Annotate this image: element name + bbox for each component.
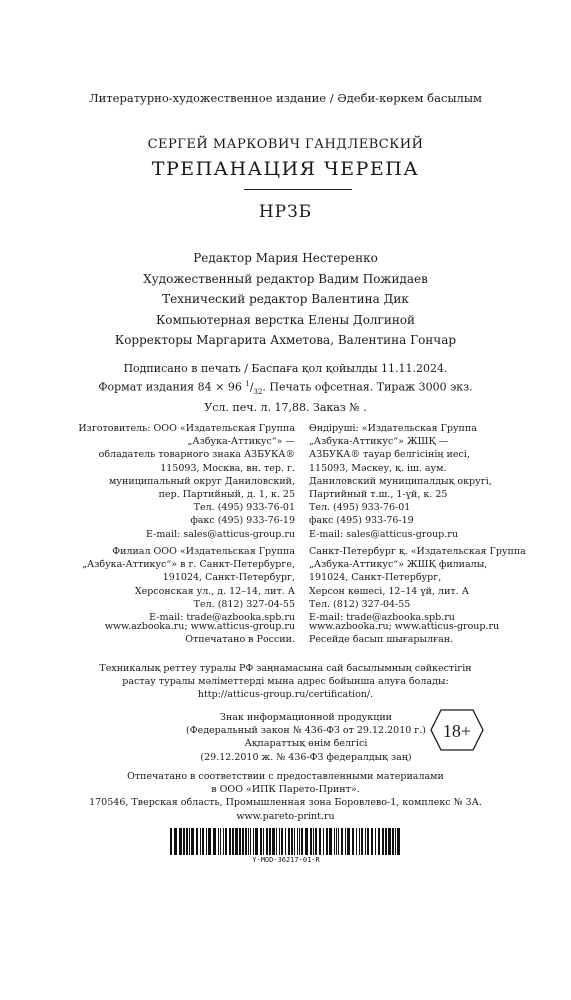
barcode-bar	[341, 828, 343, 855]
barcode-bar	[347, 828, 350, 855]
barcode-bar	[255, 828, 258, 855]
barcode-bar	[367, 828, 369, 855]
age-rating-badge	[429, 708, 485, 752]
age-rating-text: 18+	[442, 721, 472, 741]
manufacturer-ru	[78, 422, 295, 541]
staff-line: Компьютерная верстка Елены Долгиной	[155, 312, 416, 327]
manufacturer-kz-line: 115093, Мәскеу, қ. іш. аум.	[309, 462, 447, 474]
barcode-bar	[352, 828, 354, 855]
manufacturer-ru-line: „Азбука-Аттикус“» —	[187, 436, 295, 448]
barcode-bar	[291, 828, 293, 855]
manufacturer-kz-line: факс (495) 933-76-19	[309, 515, 414, 527]
barcode-bar	[299, 828, 300, 855]
barcode-bar	[294, 828, 295, 855]
barcode-bar	[266, 828, 268, 855]
manufacturer-kz	[309, 422, 492, 541]
barcode-bar	[179, 828, 182, 855]
web-ru-line: www.azbooka.ru; www.atticus-group.ru	[104, 621, 295, 632]
manufacturer-kz-line: Партийный т.ш., 1-үй, к. 25	[309, 489, 448, 501]
barcode-bar	[260, 828, 262, 855]
barcode-bar	[191, 828, 194, 855]
title-divider	[244, 189, 352, 190]
barcode-bar	[229, 828, 231, 855]
barcode-bar	[297, 828, 298, 855]
barcode-bar	[174, 828, 177, 855]
web-ru	[105, 620, 295, 646]
pub-line: Отпечатано в соответствии с предоставленными материалами	[127, 771, 444, 782]
barcode-bar	[395, 828, 396, 855]
manufacturer-kz-line: Даниловский муниципалдық округі,	[309, 475, 492, 487]
barcode-bar	[334, 828, 335, 855]
barcode-bar	[242, 828, 244, 855]
branch-kz-line: E-mail: trade@azbooka.spb.ru	[309, 612, 455, 624]
barcode-bar	[388, 828, 391, 855]
barcode-bar	[301, 828, 303, 855]
manufacturer-kz-line: АЗБУКА® тауар белгісінің иесі,	[309, 449, 470, 461]
barcode-bar	[375, 828, 376, 855]
barcode-bar	[392, 828, 394, 855]
manufacturer-ru-line: обладатель товарного знака АЗБУКА®	[98, 449, 295, 461]
barcode-bar	[361, 828, 363, 855]
barcode-bar	[382, 828, 384, 855]
barcode-bar	[359, 828, 360, 855]
printing-house-info	[0, 770, 571, 823]
barcode-bar	[281, 828, 283, 855]
sheets-order-line: Усл. печ. л. 17,88. Заказ № .	[204, 400, 367, 414]
branch-kz-line: Санкт-Петербург қ. «Издательская Группа	[309, 546, 526, 557]
barcode-bar	[345, 828, 346, 855]
format-line: Формат издания 84 × 96 $^1/_{32}$. Печать офсетная. Тираж 3000 экз.	[98, 379, 473, 396]
branch-ru-line: Тел. (812) 327-04-55	[193, 598, 295, 610]
format-suffix: . Печать офсетная. Тираж 3000 экз.	[262, 380, 473, 394]
branch-kz-line: Тел. (812) 327-04-55	[309, 598, 411, 610]
staff-line: Художественный редактор Вадим Пожидаев	[143, 271, 428, 286]
cert-line: растау туралы мәліметтерді мына адрес бойынша алуға болады:	[122, 676, 449, 688]
info-label-line: (29.12.2010 ж. № 436-ФЗ федералдық заң)	[200, 751, 412, 763]
info-product-label	[180, 711, 432, 764]
format-prefix: Формат издания 84 × 96	[98, 380, 246, 394]
barcode-bar	[371, 828, 373, 855]
certification-notice	[0, 662, 571, 702]
manufacturer-kz-line: Өндіруші: «Издательская Группа	[309, 423, 477, 434]
barcode-bar	[269, 828, 271, 855]
manufacturer-ru-line: муниципальный округ Даниловский,	[109, 475, 295, 487]
barcode-bar	[232, 828, 234, 855]
barcode-bar	[356, 828, 357, 855]
staff-line: Технический редактор Валентина Дик	[162, 292, 409, 306]
staff-line: Корректоры Маргарита Ахметова, Валентина Гончар	[114, 333, 457, 347]
barcode-bar	[235, 828, 238, 855]
barcode-bar	[213, 828, 216, 855]
barcode-bar	[326, 828, 328, 855]
barcode-bar	[338, 828, 339, 855]
editorial-staff	[0, 248, 571, 351]
manufacturer-kz-line: „Азбука-Аттикус“» ЖШҚ —	[309, 436, 449, 448]
barcode-bar	[208, 828, 211, 855]
barcode-bar	[272, 828, 275, 855]
branch-ru-line: 191024, Санкт-Петербург,	[162, 572, 295, 584]
cert-line: http://atticus-group.ru/certification/.	[197, 689, 374, 701]
pub-line: www.pareto-print.ru	[236, 810, 335, 822]
branch-ru-line: „Азбука-Аттикус“» в г. Санкт-Петербурге,	[82, 559, 295, 571]
barcode-bar	[220, 828, 221, 855]
print-info	[0, 361, 571, 415]
branch-ru	[82, 545, 295, 624]
barcode-bar	[397, 828, 400, 855]
manufacturer-ru-line: факс (495) 933-76-19	[190, 515, 295, 527]
barcode-bar	[279, 828, 280, 855]
format-numerator: 1	[245, 379, 250, 388]
pub-line: в ООО «ИПК Парето-Принт».	[211, 784, 360, 796]
barcode-bar	[250, 828, 251, 855]
branch-ru-line: Филиал ООО «Издательская Группа	[112, 546, 295, 557]
barcode-bar	[223, 828, 224, 855]
barcode-bar	[323, 828, 324, 855]
barcode	[170, 828, 402, 855]
manufacturer-kz-line: E-mail: sales@atticus-group.ru	[309, 528, 458, 540]
info-label-line: (Федеральный закон № 436-ФЗ от 29.12.2010 г.)	[185, 725, 427, 737]
barcode-bar	[225, 828, 227, 855]
barcode-bar	[206, 828, 207, 855]
format-denominator: 32	[253, 387, 263, 396]
barcode-bar	[385, 828, 387, 855]
barcode-bar	[189, 828, 190, 855]
branch-kz	[309, 545, 526, 624]
barcode-number: Y-MOD-36217-01-R	[252, 856, 320, 864]
barcode-bar	[288, 828, 290, 855]
barcode-bar	[218, 828, 219, 855]
barcode-bar	[310, 828, 312, 855]
manufacturer-kz-line: Тел. (495) 933-76-01	[309, 502, 411, 514]
manufacturer-ru-line: E-mail: sales@atticus-group.ru	[146, 528, 295, 540]
barcode-bar	[200, 828, 201, 855]
staff-line: Редактор Мария Нестеренко	[193, 251, 378, 265]
manufacturer-ru-line: Изготовитель: ООО «Издательская Группа	[78, 423, 295, 434]
web-kz-line: www.azbooka.ru; www.atticus-group.ru	[309, 621, 500, 632]
barcode-bar	[315, 828, 317, 855]
pub-line: 170546, Тверская область, Промышленная зона Боровлево-1, комплекс № 3А.	[89, 797, 482, 809]
manufacturer-ru-line: Тел. (495) 933-76-01	[193, 502, 295, 514]
book-title: ТРЕПАНАЦИЯ ЧЕРЕПА	[151, 158, 420, 180]
author-name: СЕРГЕЙ МАРКОВИЧ ГАНДЛЕВСКИЙ	[147, 137, 424, 152]
barcode-bar	[196, 828, 198, 855]
web-kz-line: Ресейде басып шығарылған.	[309, 634, 454, 646]
barcode-bar	[263, 828, 264, 855]
info-label-line: Ақпараттық өнім белгісі	[244, 738, 368, 750]
barcode-bar	[170, 828, 172, 855]
barcode-bar	[186, 828, 188, 855]
barcode-bar	[378, 828, 380, 855]
barcode-bar	[305, 828, 308, 855]
manufacturer-ru-line: 115093, Москва, вн. тер. г.	[160, 462, 295, 474]
book-subtitle: НРЗБ	[258, 202, 313, 222]
barcode-bar	[285, 828, 286, 855]
branch-kz-line: 191024, Санкт-Петербург,	[309, 572, 442, 584]
barcode-bar	[276, 828, 277, 855]
branch-kz-line: Херсон көшесі, 12–14 үй, лит. А	[309, 585, 469, 597]
barcode-bar	[183, 828, 185, 855]
branch-ru-line: E-mail: trade@azbooka.spb.ru	[149, 612, 295, 624]
web-ru-line: Отпечатано в России.	[185, 634, 295, 646]
barcode-bar	[245, 828, 247, 855]
info-label-line: Знак информационной продукции	[219, 712, 392, 723]
signed-to-print: Подписано в печать / Баспаға қол қойылды 11.11.2024.	[123, 362, 448, 375]
barcode-bar	[329, 828, 332, 855]
barcode-bar	[336, 828, 337, 855]
barcode-bar	[253, 828, 254, 855]
genre-line: Литературно-художественное издание / Әдеби-көркем басылым	[89, 91, 482, 105]
barcode-bar	[313, 828, 314, 855]
barcode-bar	[248, 828, 249, 855]
barcode-bar	[239, 828, 241, 855]
branch-kz-line: „Азбука-Аттикус“» ЖШҚ филиалы,	[309, 559, 488, 571]
barcode-bar	[202, 828, 204, 855]
barcode-bar	[319, 828, 321, 855]
web-kz	[309, 620, 499, 646]
barcode-bar	[365, 828, 366, 855]
manufacturer-ru-line: пер. Партийный, д. 1, к. 25	[158, 489, 295, 501]
cert-line: Техникалық реттеу туралы РФ заңнамасына сай басылымның сәйкестігін	[99, 663, 472, 674]
branch-ru-line: Херсонская ул., д. 12–14, лит. А	[134, 585, 295, 597]
